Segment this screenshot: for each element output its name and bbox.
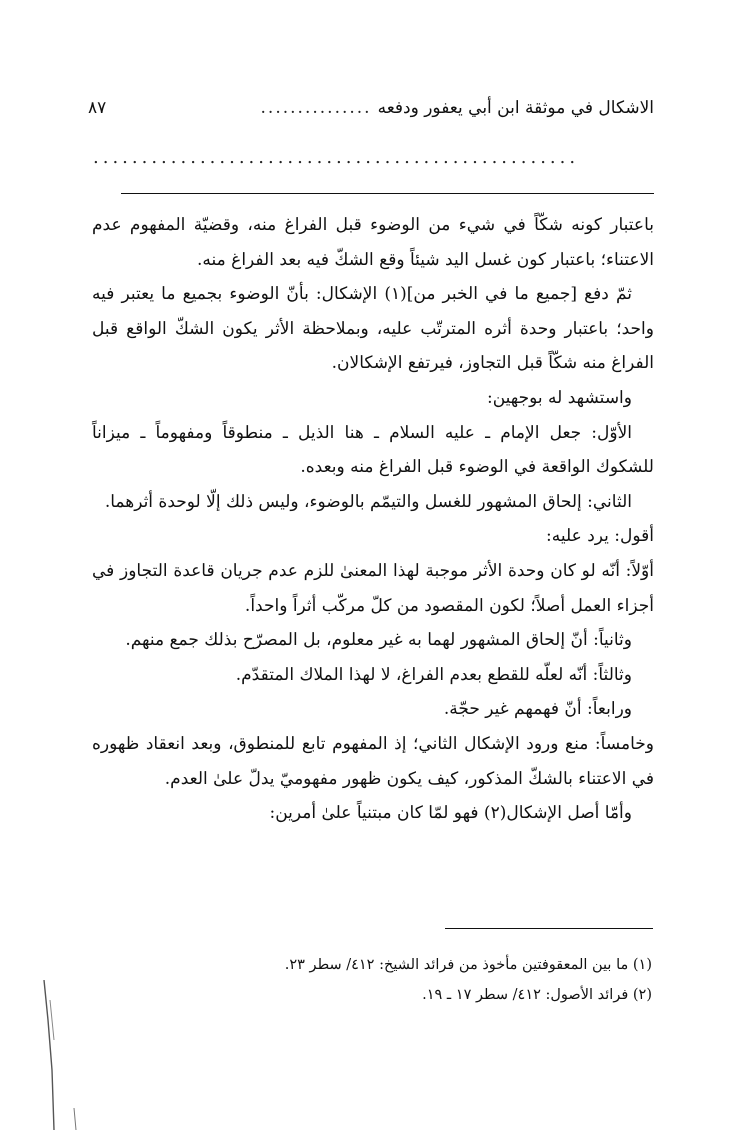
footnotes — [150, 950, 652, 1010]
paragraph: واستشهد له بوجهين: — [487, 387, 632, 408]
page-number: ٨٧ — [88, 98, 107, 118]
paragraph: وأمّا أصل الإشكال(٢) فهو لمّا كان مبتنياً علىٰ أمرين: — [269, 803, 632, 824]
running-head — [88, 92, 654, 124]
paragraph: وثالثاً: أنّه لعلّه للقطع بعدم الفراغ، لا لهذا الملاك المتقدّم. — [235, 664, 632, 685]
paragraph: الثاني: إلحاق المشهور للغسل والتيمّم بالوضوء، وليس ذلك إلّا لوحدة أثرهما. — [104, 491, 632, 512]
footnote: (٢) فرائد الأصول: ٤١٢/ سطر ١٧ ـ ١٩. — [422, 987, 652, 1003]
paragraph: وخامساً: منع ورود الإشكال الثاني؛ إذ المفهوم تابع للمنطوق، وبعد انعقاد ظهوره في الاعتناء بالشكّ المذكور، كيف يكون ظهور مفهوميّ يدلّ علىٰ العدم. — [92, 733, 654, 789]
paragraph: ثمّ دفع [جميع ما في الخبر من](١) الإشكال: بأنّ الوضوء بجميع ما يعتبر فيه واحد؛ باعتبار وحدة أثره المترتّب عليه، وبملاحظة الأثر يكون الشكّ الواقع قبل الفراغ منه شكّاً قبل التجاوز، فيرتفع الإشكالان. — [92, 284, 654, 374]
header-rule — [121, 193, 654, 194]
running-head-dots: ............... — [260, 98, 372, 118]
paragraph: ورابعاً: أنّ فهمهم غير حجّة. — [443, 699, 632, 720]
paragraph: باعتبار كونه شكّاً في شيء من الوضوء قبل الفراغ منه، وقضيّة المفهوم عدم الاعتناء؛ باعتبار كون غسل اليد شيئاً وقع الشكّ فيه بعد الفراغ منه. — [92, 215, 654, 270]
scan-edge-marks — [14, 980, 84, 1130]
footnote: (١) ما بين المعقوفتين مأخوذ من فرائد الشيخ: ٤١٢/ سطر ٢٣. — [284, 957, 652, 973]
dotted-separator: .................................................. — [93, 148, 580, 168]
main-text — [92, 208, 654, 831]
paragraph: أقول: يرد عليه: — [546, 526, 654, 547]
running-head-title: الاشكال في موثقة ابن أبي يعفور ودفعه — [377, 98, 654, 118]
paragraph: الأوّل: جعل الإمام ـ عليه السلام ـ هنا الذيل ـ منطوقاً ومفهوماً ـ ميزاناً للشكوك الواقعة في الوضوء قبل الفراغ منه وبعده. — [92, 422, 654, 478]
paragraph: أوّلاً: أنّه لو كان وحدة الأثر موجبة لهذا المعنىٰ للزم عدم جريان قاعدة التجاوز في أجزاء العمل أصلاً؛ لكون المقصود من كلّ مركّب أثراً واحداً. — [92, 560, 654, 616]
footnote-rule — [445, 928, 653, 929]
paragraph: وثانياً: أنّ إلحاق المشهور لهما به غير معلوم، بل المصرّح بذلك جمع منهم. — [125, 630, 632, 651]
